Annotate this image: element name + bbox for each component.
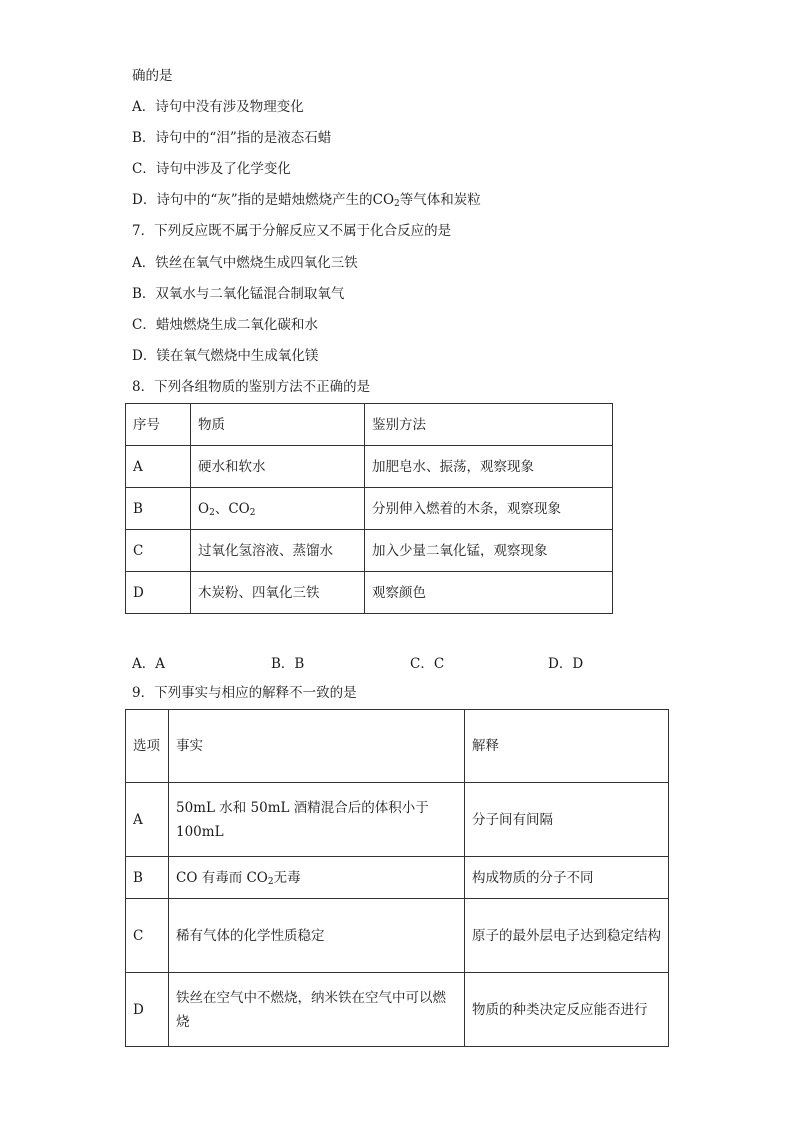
table-row [126, 572, 613, 614]
row-substance: 木炭粉、四氧化三铁 [191, 572, 365, 614]
o2-subscript: 2 [209, 507, 215, 518]
row-id: D [126, 572, 191, 614]
q6-option-d-post: 等气体和炭粒 [399, 192, 481, 208]
q6-option-a: A．诗句中没有涉及物理变化 [132, 99, 304, 115]
fact-post: 无毒 [273, 869, 301, 886]
row-reason: 物质的种类决定反应能否进行 [465, 973, 669, 1047]
row-substance: 过氧化氢溶液、蒸馏水 [191, 530, 365, 572]
row-method: 观察颜色 [365, 572, 613, 614]
q6-option-d [132, 191, 481, 209]
row-fact: 50mL 水和 50mL 酒精混合后的体积小于 100mL [169, 783, 465, 857]
q8-choice-d: D．D [548, 656, 584, 672]
row-substance [191, 488, 365, 530]
q8-choices [132, 652, 692, 672]
row-id: B [126, 857, 169, 899]
separator: 、 [214, 500, 229, 517]
row-reason: 分子间有间隔 [465, 783, 669, 857]
q6-stem-tail: 确的是 [132, 68, 173, 84]
table-row [126, 530, 613, 572]
q8-table [125, 403, 613, 614]
q7-stem: 7．下列反应既不属于分解反应又不属于化合反应的是 [132, 223, 452, 239]
header-cell: 物质 [191, 404, 365, 446]
q8-stem: 8．下列各组物质的鉴别方法不正确的是 [132, 379, 371, 395]
q7-option-a: A．铁丝在氧气中燃烧生成四氧化三铁 [132, 255, 358, 271]
row-method: 加肥皂水、振荡，观察现象 [365, 446, 613, 488]
co2-symbol: CO [228, 500, 250, 517]
header-cell: 选项 [126, 710, 169, 783]
row-id: A [126, 783, 169, 857]
row-id: D [126, 973, 169, 1047]
table-header-row [126, 404, 613, 446]
q8-choice-a: A．A [132, 656, 165, 672]
co2-subscript: 2 [249, 507, 256, 518]
row-id: C [126, 530, 191, 572]
header-cell: 解释 [465, 710, 669, 783]
row-method: 分别伸入燃着的木条，观察现象 [365, 488, 613, 530]
row-reason: 构成物质的分子不同 [465, 857, 669, 899]
row-method: 加入少量二氧化锰，观察现象 [365, 530, 613, 572]
row-fact: 稀有气体的化学性质稳定 [169, 899, 465, 973]
q6-option-d-pre: D．诗句中的“灰”指的是蜡烛燃烧产生的 [132, 192, 373, 208]
table-row [126, 783, 669, 857]
header-cell: 序号 [126, 404, 191, 446]
header-cell: 事实 [169, 710, 465, 783]
fact-subscript: 2 [267, 876, 274, 887]
row-fact: 铁丝在空气中不燃烧，纳米铁在空气中可以燃烧 [169, 973, 465, 1047]
q7-option-d: D．镁在氧气燃烧中生成氧化镁 [132, 348, 319, 364]
table-row [126, 973, 669, 1047]
table-row [126, 446, 613, 488]
q6-option-d-chem: CO [372, 192, 395, 208]
o2-symbol: O [198, 500, 210, 517]
q8-choice-b: B．B [271, 656, 305, 672]
q6-option-c: C．诗句中涉及了化学变化 [132, 161, 291, 177]
row-id: A [126, 446, 191, 488]
row-substance: 硬水和软水 [191, 446, 365, 488]
table-row [126, 857, 669, 899]
table-header-row [126, 710, 669, 783]
row-id: B [126, 488, 191, 530]
row-reason: 原子的最外层电子达到稳定结构 [465, 899, 669, 973]
table-row [126, 488, 613, 530]
row-id: C [126, 899, 169, 973]
q6-option-b: B．诗句中的“泪”指的是液态石蜡 [132, 130, 332, 146]
q9-stem: 9．下列事实与相应的解释不一致的是 [132, 685, 357, 701]
table-row [126, 899, 669, 973]
fact-pre: CO 有毒而 CO [176, 869, 268, 886]
q6-option-d-sub: 2 [394, 199, 400, 209]
q8-choice-c: C．C [410, 656, 445, 672]
row-fact [169, 857, 465, 899]
header-cell: 鉴别方法 [365, 404, 613, 446]
q9-table [125, 709, 669, 1047]
q7-option-b: B．双氧水与二氧化锰混合制取氧气 [132, 286, 345, 302]
q7-option-c: C．蜡烛燃烧生成二氧化碳和水 [132, 317, 318, 333]
